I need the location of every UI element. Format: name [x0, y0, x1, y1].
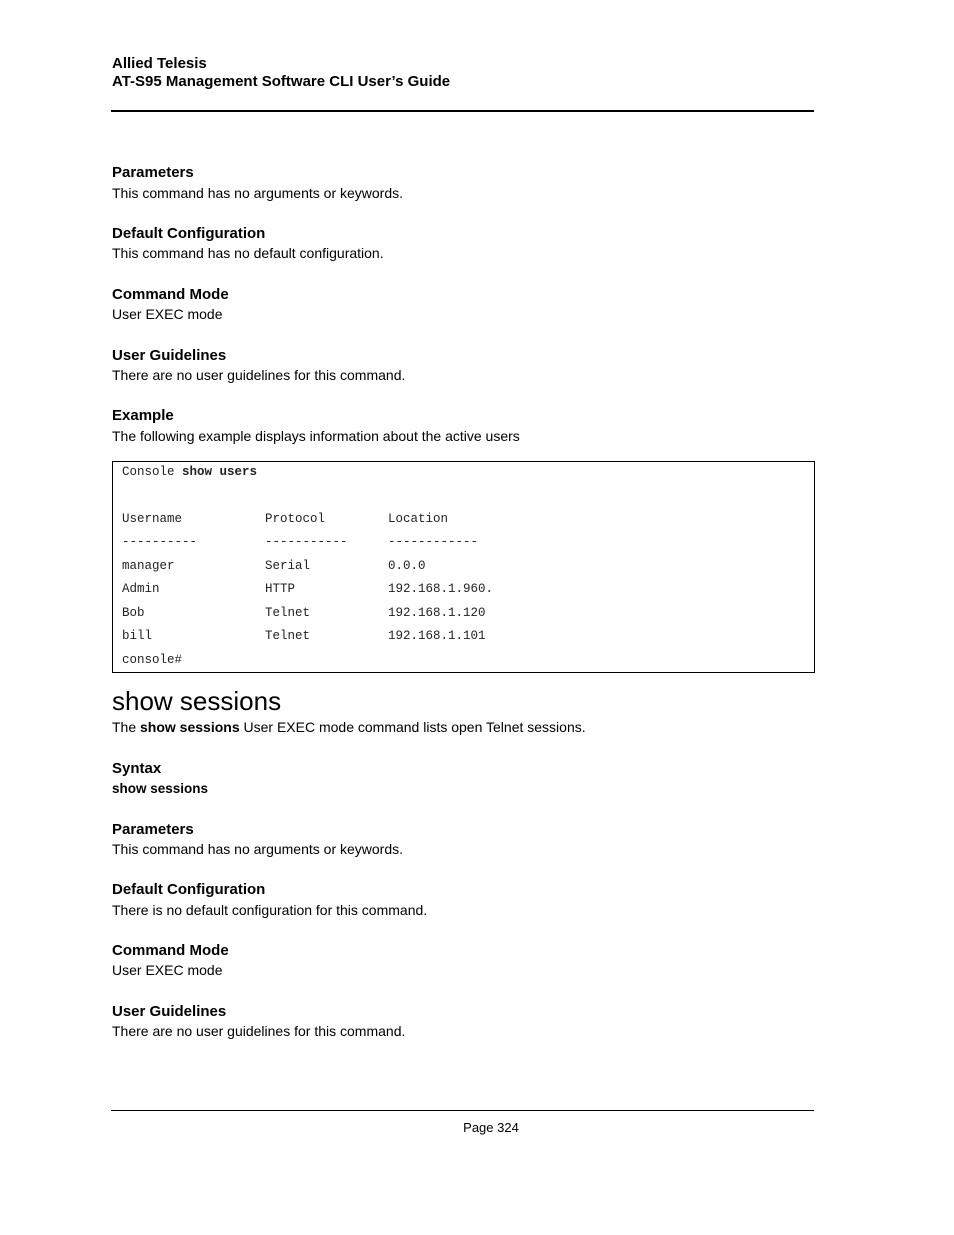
code-command-line	[122, 465, 257, 480]
sessions-user-guidelines-text: There are no user guidelines for this command.	[112, 1023, 406, 1039]
code-col-username: Username	[122, 512, 183, 526]
intro-pre: The	[112, 719, 141, 735]
sessions-parameters-text: This command has no arguments or keywords.	[112, 841, 404, 857]
header-guide-title: AT-S95 Management Software CLI User’s Guide	[112, 73, 451, 90]
intro-post: User EXEC mode command lists open Telnet sessions.	[239, 719, 586, 735]
parameters-heading: Parameters	[112, 164, 194, 181]
code-row-location: 192.168.1.120	[388, 606, 486, 620]
code-row-location: 0.0.0	[388, 559, 426, 573]
footer-rule	[111, 1110, 814, 1111]
code-example-box	[112, 461, 815, 673]
code-row-location: 192.168.1.960.	[388, 582, 494, 596]
header-rule	[111, 110, 814, 112]
code-dash-3: ------------	[388, 535, 479, 549]
sessions-user-guidelines-heading: User Guidelines	[112, 1003, 227, 1020]
user-guidelines-text: There are no user guidelines for this command.	[112, 367, 406, 383]
sessions-default-config-heading: Default Configuration	[112, 881, 266, 898]
code-row-username: bill	[122, 629, 153, 643]
command-mode-heading: Command Mode	[112, 286, 229, 303]
command-mode-text: User EXEC mode	[112, 306, 223, 322]
user-guidelines-heading: User Guidelines	[112, 347, 227, 364]
page-number: Page 324	[463, 1120, 519, 1135]
syntax-text: show sessions	[112, 781, 209, 796]
code-row-protocol: HTTP	[265, 582, 296, 596]
code-prompt: Console	[122, 465, 175, 479]
code-col-protocol: Protocol	[265, 512, 326, 526]
code-row-protocol: Serial	[265, 559, 311, 573]
default-config-text: This command has no default configuration.	[112, 245, 384, 261]
section-title: show sessions	[112, 686, 282, 716]
code-end-prompt: console#	[122, 653, 183, 667]
code-dash-1: ----------	[122, 535, 198, 549]
sessions-command-mode-text: User EXEC mode	[112, 962, 223, 978]
header-company: Allied Telesis	[112, 55, 207, 72]
example-heading: Example	[112, 407, 174, 424]
sessions-default-config-text: There is no default configuration for this command.	[112, 902, 428, 918]
code-row-location: 192.168.1.101	[388, 629, 486, 643]
example-text: The following example displays information about the active users	[112, 428, 520, 444]
intro-command: show sessions	[140, 719, 240, 735]
code-dash-2: -----------	[265, 535, 348, 549]
code-command: show users	[182, 465, 258, 479]
code-col-location: Location	[388, 512, 449, 526]
code-row-username: Admin	[122, 582, 160, 596]
default-config-heading: Default Configuration	[112, 225, 266, 242]
sessions-parameters-heading: Parameters	[112, 821, 194, 838]
parameters-text: This command has no arguments or keywords.	[112, 185, 404, 201]
section-intro	[112, 719, 586, 736]
sessions-command-mode-heading: Command Mode	[112, 942, 229, 959]
syntax-heading: Syntax	[112, 760, 162, 777]
code-row-protocol: Telnet	[265, 629, 311, 643]
code-row-username: manager	[122, 559, 175, 573]
code-row-username: Bob	[122, 606, 145, 620]
code-row-protocol: Telnet	[265, 606, 311, 620]
